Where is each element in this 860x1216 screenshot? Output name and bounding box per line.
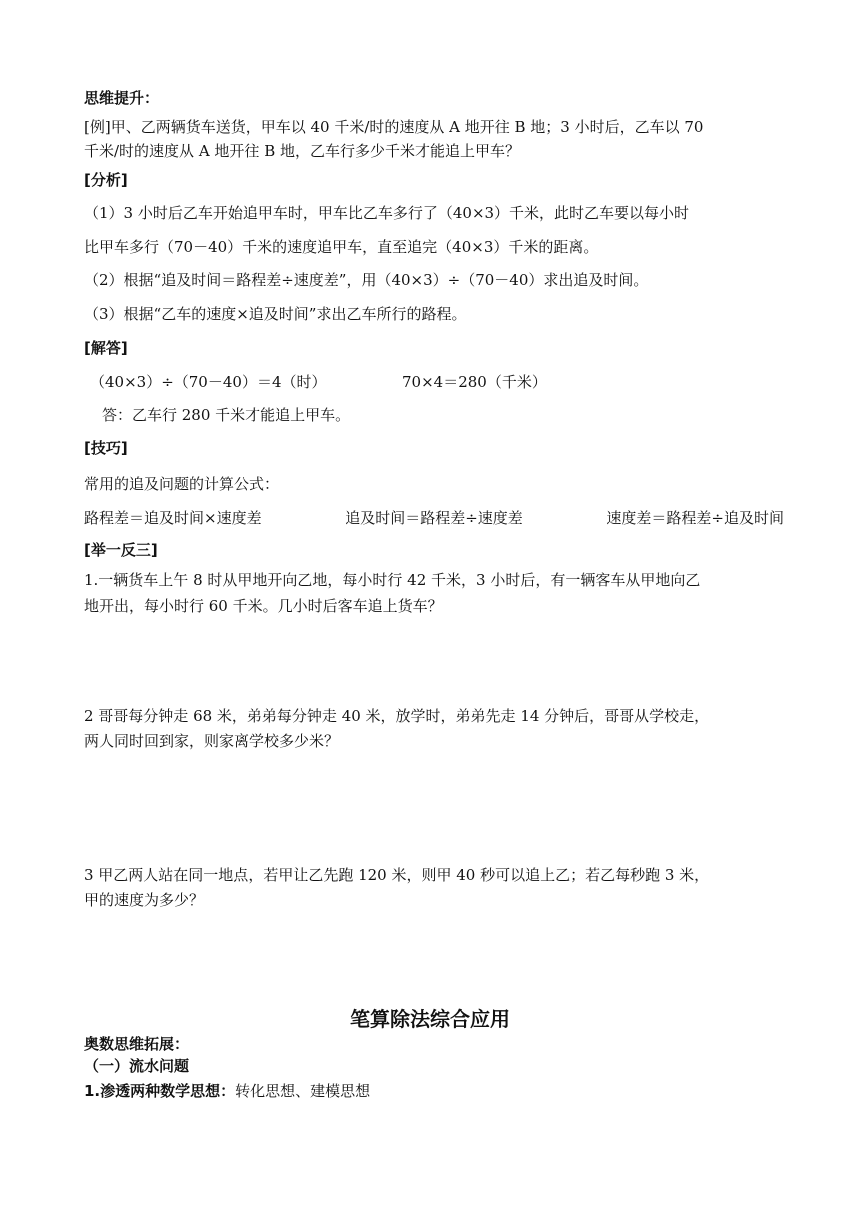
topic-heading: （一）流水问题 [84, 1057, 190, 1075]
question-1-line-1: 1.一辆货车上午 8 时从甲地开向乙地，每小时行 42 千米，3 小时后，有一辆客车从甲地向乙 [84, 571, 701, 589]
formula-row [84, 507, 784, 528]
analysis-step-1a: （1）3 小时后乙车开始追甲车时，甲车比乙车多行了（40×3）千米，此时乙车要以每小时 [84, 204, 690, 222]
point-1-label: 1.渗透两种数学思想： [84, 1082, 236, 1100]
heading-thinking: 思维提升： [84, 89, 160, 107]
analysis-step-2: （2）根据“追及时间＝路程差÷速度差”，用（40×3）÷（70－40）求出追及时间。 [84, 271, 649, 289]
question-3-line-1: 3 甲乙两人站在同一地点，若甲让乙先跑 120 米，则甲 40 秒可以追上乙；若乙每秒跑 3 米， [84, 866, 710, 884]
analysis-label: [分析] [84, 171, 128, 189]
point-1 [84, 1081, 370, 1101]
question-1-line-2: 地开出，每小时行 60 千米。几小时后客车追上货车？ [84, 597, 443, 615]
section-title: 笔算除法综合应用 [350, 1007, 510, 1031]
formula-2: 追及时间＝路程差÷速度差 [345, 509, 523, 527]
example-line-1: [例]甲、乙两辆货车送货，甲车以 40 千米/时的速度从 A 地开往 B 地；3 小时后，乙车以 70 [84, 118, 704, 136]
answer-text: 答：乙车行 280 千米才能追上甲车。 [102, 406, 351, 424]
tips-intro: 常用的追及问题的计算公式： [84, 475, 280, 493]
formula-1: 路程差＝追及时间×速度差 [84, 509, 262, 527]
answer-calc-2: 70×4＝280（千米） [402, 373, 547, 391]
question-3-line-2: 甲的速度为多少？ [84, 891, 205, 909]
question-2-line-1: 2 哥哥每分钟走 68 米，弟弟每分钟走 40 米，放学时，弟弟先走 14 分钟后，哥哥从学校走， [84, 707, 710, 725]
formula-3: 速度差＝路程差÷追及时间 [606, 509, 784, 527]
answer-label: [解答] [84, 339, 128, 357]
practice-label: [举一反三] [84, 541, 158, 559]
olympiad-subheading: 奥数思维拓展： [84, 1035, 190, 1053]
question-2-line-2: 两人同时回到家，则家离学校多少米？ [84, 732, 340, 750]
analysis-step-3: （3）根据“乙车的速度×追及时间”求出乙车所行的路程。 [84, 305, 467, 323]
tips-label: [技巧] [84, 439, 128, 457]
analysis-step-1b: 比甲车多行（70－40）千米的速度追甲车，直至追完（40×3）千米的距离。 [84, 238, 599, 256]
example-line-2: 千米/时的速度从 A 地开往 B 地，乙车行多少千米才能追上甲车？ [84, 142, 520, 160]
answer-calc-1: （40×3）÷（70－40）＝4（时） [90, 373, 327, 391]
point-1-text: 转化思想、建模思想 [235, 1082, 371, 1100]
